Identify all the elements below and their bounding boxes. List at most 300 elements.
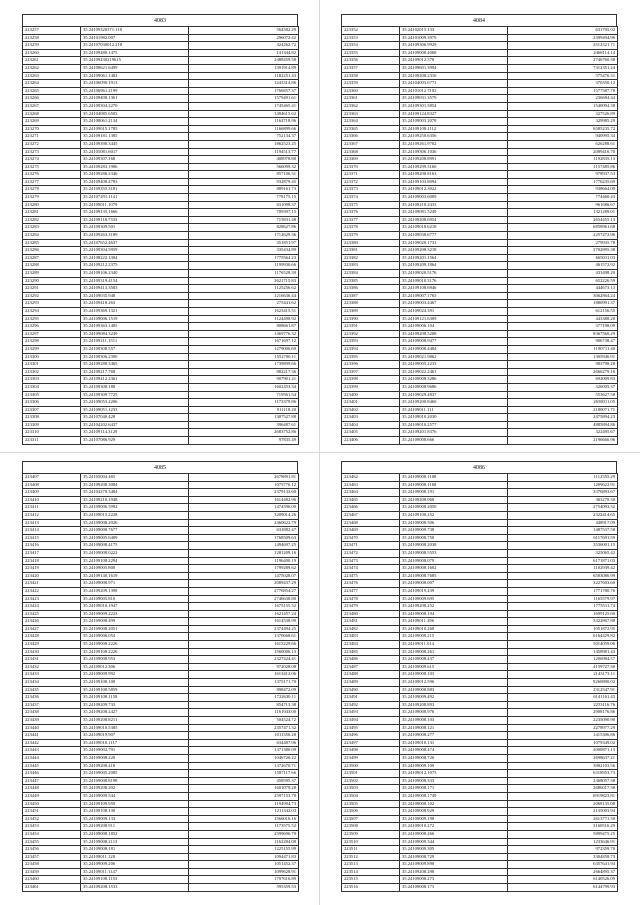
table-row [23,323,299,331]
cell-amount: 1079349.02 [508,739,618,747]
table-row [23,34,299,42]
cell-id: 223262 [23,64,81,72]
cell-id: 223464 [342,489,400,497]
cell-code: 35.24109208.8211 [81,717,189,725]
cell-code: 35.24109008.9477 [400,338,508,346]
cell-id: 223282 [23,216,81,224]
cell-amount: 1165579.97 [508,595,618,603]
table-row [342,519,618,527]
table-row [23,148,299,156]
cell-amount: 97835.49 [189,437,299,445]
cell-amount: 1487537.58 [508,527,618,535]
cell-code: 35.24109003.6009 [400,194,508,202]
cell-amount: 8260890.02 [508,679,618,687]
cell-amount: 396487.61 [189,421,299,429]
cell-id: 223482 [342,625,400,633]
cell-amount: 2654455.13 [508,216,618,224]
cell-id: 223485 [342,648,400,656]
cell-id: 223390 [342,315,400,323]
cell-amount: 1051872.95 [508,625,618,633]
cell-code: 35.24109002.791 [81,747,189,755]
table-row [342,754,618,762]
cell-code: 35.24109010.2577 [400,421,508,429]
table-row [23,95,299,103]
cell-code: 35.24109010.2030 [400,414,508,422]
cell-id: 223492 [342,701,400,709]
cell-id: 223261 [23,57,81,65]
cell-code: 35.24106090.1913 [81,80,189,88]
cell-amount: 1157485.86 [508,163,618,171]
cell-code: 35.24109008.1749 [400,792,508,800]
cell-code: 35.24109208.1533 [81,884,189,892]
cell-id: 223371 [342,171,400,179]
cell-id: 223457 [23,853,81,861]
table-panel [341,461,617,892]
cell-amount: 3062864.24 [508,292,618,300]
cell-amount: 631882.47 [189,527,299,535]
cell-id: 223305 [23,391,81,399]
cell-amount: 326005.37 [508,383,618,391]
cell-amount: 1125256.62 [189,285,299,293]
table-row [342,437,618,445]
cell-amount: 2468114.14 [508,49,618,57]
cell-id: 223420 [23,572,81,580]
table-row [23,270,299,278]
table-row [342,270,618,278]
table-row [342,307,618,315]
cell-amount: 3376893.67 [508,489,618,497]
cell-id: 223357 [342,64,400,72]
cell-code: 35.24109108.5859 [81,686,189,694]
table-row [23,884,299,892]
cell-id: 223392 [342,330,400,338]
cell-code: 35.24109140.1619 [81,572,189,580]
cell-code: 35.24109008.1168 [400,481,508,489]
cell-amount: 1540094.38 [508,102,618,110]
cell-amount: 1494615.62 [189,110,299,118]
cell-id: 223441 [23,732,81,740]
table-row [342,406,618,414]
cell-amount: 377198.09 [508,323,618,331]
table-row [342,125,618,133]
cell-code: 35.24107040.428 [81,414,189,422]
cell-code: 35.24104270.3484 [81,489,189,497]
cell-code: 35.24109208.893 [400,701,508,709]
cell-id: 223284 [23,232,81,240]
cell-code: 35.24109109.959 [81,800,189,808]
cell-code: 35.24109003.4467 [400,300,508,308]
cell-amount: 363278.30 [508,496,618,504]
table-row [342,770,618,778]
cell-amount: 938664.09 [508,186,618,194]
cell-amount: 1601079.28 [189,785,299,793]
cell-code: 35.24109306.2390 [81,353,189,361]
table-row [23,171,299,179]
cell-code: 35.24109363.1405 [81,323,189,331]
cell-amount: 1162284.08 [189,838,299,846]
cell-code: 35.24109024.391 [400,307,508,315]
cell-amount: 3982103.56 [508,762,618,770]
cell-id: 223454 [23,830,81,838]
cell-amount: 978937.53 [508,171,618,179]
cell-code: 35.24109009.738 [400,527,508,535]
cell-amount: 2599696.79 [189,830,299,838]
cell-amount: 553627.58 [508,391,618,399]
table-row [342,625,618,633]
table-row [23,429,299,437]
cell-id: 223299 [23,345,81,353]
cell-amount: 2908176.86 [508,709,618,717]
cell-code: 35.24109008.121 [400,724,508,732]
table-row [23,610,299,618]
cell-id: 223422 [23,587,81,595]
cell-amount: 1372670.71 [189,762,299,770]
table-row [23,300,299,308]
table-row [23,808,299,816]
cell-id: 223466 [342,504,400,512]
cell-id: 223360 [342,87,400,95]
cell-id: 223430 [23,648,81,656]
cell-id: 223264 [23,80,81,88]
cell-amount: 2257472.96 [508,232,618,240]
table-row [342,694,618,702]
cell-code: 35.24109208.911 [81,823,189,831]
table-row [342,330,618,338]
cell-id: 223265 [23,87,81,95]
table-row [23,361,299,369]
table-row [342,87,618,95]
cell-id: 223398 [342,376,400,384]
table-row [23,587,299,595]
cell-amount: 1243314.86 [189,80,299,88]
cell-code: 35.24109413.3583 [81,285,189,293]
cell-code: 35.24109319.4154 [81,277,189,285]
cell-id: 223446 [23,770,81,778]
table-row [23,474,299,482]
table-row [342,838,618,846]
table-row [342,572,618,580]
cell-code: 35.24109108.2294 [81,557,189,565]
cell-amount: 408978.88 [189,156,299,164]
table-row [23,262,299,270]
cell-id: 223280 [23,201,81,209]
table-row [342,474,618,482]
cell-code: 35.24109015.2228 [81,511,189,519]
cell-code: 35.24109020.5176 [400,270,508,278]
cell-code: 35.24109209.733 [81,701,189,709]
cell-id: 223367 [342,140,400,148]
table-row [23,307,299,315]
cell-amount: 719561.54 [189,391,299,399]
cell-code: 35.24109009.890 [400,861,508,869]
cell-code: 35.24109010.260 [400,625,508,633]
cell-code: 35.24109008.2026 [81,519,189,527]
cell-code: 35.24109008.266 [400,830,508,838]
cell-id: 223435 [23,686,81,694]
cell-id: 223376 [342,209,400,217]
cell-amount: 1046726.22 [189,754,299,762]
cell-amount: 2597153.70 [189,792,299,800]
cell-amount: 1225155.99 [189,846,299,854]
table-row [23,777,299,785]
table-row [342,580,618,588]
cell-code: 35.24109208.202 [81,785,189,793]
cell-amount: 1587117.66 [189,770,299,778]
cell-id: 223301 [23,361,81,369]
cell-amount: 1766857.37 [189,87,299,95]
cell-id: 223427 [23,625,81,633]
table-row [342,57,618,65]
cell-id: 223483 [342,633,400,641]
cell-id: 223486 [342,656,400,664]
cell-amount: 631705.02 [508,27,618,35]
cell-amount: 1614538.99 [189,618,299,626]
cell-code: 35.24109009.544 [81,792,189,800]
cell-id: 223291 [23,285,81,293]
cell-id: 223375 [342,201,400,209]
table-row [342,292,618,300]
cell-amount: 575476.31 [508,72,618,80]
cell-amount: 1094471.83 [189,853,299,861]
cell-code: 35.24109480.1475 [81,49,189,57]
table-row [23,72,299,80]
table-row [23,625,299,633]
cell-id: 223481 [342,618,400,626]
cell-amount: 2666279.16 [508,368,618,376]
cell-id: 223369 [342,156,400,164]
cell-code: 35.24109019.907 [81,732,189,740]
table-row [342,414,618,422]
cell-id: 223386 [342,285,400,293]
cell-id: 223363 [342,110,400,118]
table-row [23,376,299,384]
cell-code: 35.24109008.7685 [400,572,508,580]
cell-id: 223488 [342,671,400,679]
cell-id: 223374 [342,194,400,202]
table-row [23,125,299,133]
table-row [23,353,299,361]
cell-code: 35.24109124.8327 [400,110,508,118]
table-row [23,572,299,580]
cell-id: 223452 [23,815,81,823]
cell-amount: 889161.73 [189,186,299,194]
panel-title: 4086 [341,461,617,473]
table-row [342,481,618,489]
cell-amount: 6357641.94 [508,861,618,869]
cell-code: 35.24109008.929 [400,808,508,816]
cell-code: 35.24109008.261 [400,648,508,656]
cell-amount: 1552700.11 [189,353,299,361]
table-row [23,496,299,504]
table-row [23,876,299,884]
table-row [23,42,299,50]
cell-id: 223378 [342,224,400,232]
table-row [23,762,299,770]
cell-amount: 5014059.06 [508,641,618,649]
cell-id: 223303 [23,376,81,384]
cell-amount: 1621457.24 [189,610,299,618]
cell-amount: 2374494.25 [189,625,299,633]
cell-amount: 1475028.07 [189,572,299,580]
table-row [342,868,618,876]
cell-code: 35.24109108.130 [81,808,189,816]
cell-amount: 2357471.32 [189,724,299,732]
cell-id: 223412 [23,511,81,519]
cell-amount: 1182251.43 [189,72,299,80]
cell-id: 223285 [23,239,81,247]
cell-id: 223507 [342,815,400,823]
table-row [23,800,299,808]
cell-id: 223399 [342,383,400,391]
table-row [23,186,299,194]
cell-id: 223405 [342,429,400,437]
table-row [23,785,299,793]
cell-amount: 1173575.52 [189,823,299,831]
cell-code: 35.24109008.8198 [81,777,189,785]
cell-id: 223410 [23,496,81,504]
table-row [23,178,299,186]
cell-amount: 2678891.81 [189,474,299,482]
cell-amount: 2475894.23 [508,414,618,422]
cell-code: 35.24109208.3084 [81,481,189,489]
table-row [342,701,618,709]
table-row [342,511,618,519]
cell-code: 35.24108222.1304 [81,254,189,262]
table-row [342,542,618,550]
cell-code: 35.24109011.128 [81,853,189,861]
table-row [23,87,299,95]
cell-id: 223289 [23,270,81,278]
cell-amount: 2621715.83 [189,277,299,285]
cell-amount: 857106.31 [189,171,299,179]
cell-id: 223354 [342,42,400,50]
cell-id: 223278 [23,186,81,194]
cell-amount: 940995.34 [508,133,618,141]
cell-code: 35.24109061.1482 [81,72,189,80]
cell-amount: 907901.21 [189,376,299,384]
table-row [23,823,299,831]
cell-code: 35.24109010.1947 [81,603,189,611]
cell-code: 35.24109010.3176 [400,277,508,285]
cell-code: 35.24109283.1986 [81,163,189,171]
cell-amount: 1161943.00 [189,709,299,717]
cell-amount: 774460.43 [508,194,618,202]
cell-amount: 370350.12 [508,80,618,88]
cell-amount: 1011356.28 [189,732,299,740]
cell-code: 35.24109008.1852 [81,830,189,838]
cell-code: 35.24109299.3160 [400,163,508,171]
table-row [23,724,299,732]
cell-id: 223391 [342,323,400,331]
cell-code: 35.24109118.7333 [81,216,189,224]
cell-id: 223387 [342,292,400,300]
cell-id: 223273 [23,148,81,156]
cell-code: 35.24109011.1079 [81,201,189,209]
table-row [23,399,299,407]
cell-code: 35.24109108.100 [81,679,189,687]
table-row [23,565,299,573]
table-row [342,762,618,770]
cell-code: 35.24109008.506 [400,519,508,527]
cell-amount: 752134.37 [189,133,299,141]
table-row [342,421,618,429]
table-panel [22,14,298,445]
cell-amount: 1712629.36 [189,232,299,240]
cell-id: 223451 [23,808,81,816]
table-row [342,323,618,331]
cell-id: 223462 [342,474,400,482]
cell-amount: 1233646.91 [508,838,618,846]
cell-amount: 1699125.60 [508,610,618,618]
cell-code: 35.24109018.6218 [400,224,508,232]
cell-amount: 6171871.03 [508,557,618,565]
cell-code: 35.24109009.215 [400,633,508,641]
cell-amount: 1211342.03 [189,808,299,816]
cell-code: 35.24109010.131 [400,739,508,747]
cell-id: 223510 [342,838,400,846]
cell-id: 223497 [342,739,400,747]
table-row [342,376,618,384]
cell-amount: 1745465.41 [189,102,299,110]
cell-id: 223437 [23,701,81,709]
cell-code: 35.24109308.188 [81,383,189,391]
cell-amount: 1099628.91 [189,868,299,876]
cell-code: 35.24109210.1948 [81,496,189,504]
cell-id: 223361 [342,95,400,103]
table-row [342,216,618,224]
cell-code: 35.24101982.007 [81,34,189,42]
cell-id: 223366 [342,133,400,141]
cell-code: 35.24102015.133 [400,27,508,35]
table-row [342,648,618,656]
table-row [342,724,618,732]
table-row [23,534,299,542]
cell-id: 223439 [23,717,81,725]
cell-id: 223397 [342,368,400,376]
cell-code: 35.24109108.2226 [81,648,189,656]
cell-code: 35.24109006.5992 [81,504,189,512]
cell-amount: 1321289.01 [508,209,618,217]
cell-id: 223281 [23,209,81,217]
cell-code: 35.24109181.1385 [81,133,189,141]
cell-id: 223473 [342,557,400,565]
cell-amount: 444673.13 [508,285,618,293]
cell-amount: 634487.96 [189,739,299,747]
table-row [23,57,299,65]
cell-amount: 715831.48 [189,216,299,224]
cell-code: 35.24109009.198 [400,815,508,823]
cell-code: 35.24104003.6771 [400,80,508,88]
table-row [23,80,299,88]
cell-id: 223467 [342,511,400,519]
cell-code: 35.24109418.263 [81,300,189,308]
cell-code: 35.24109011.111 [400,406,508,414]
cell-amount: 6858961.68 [508,224,618,232]
table-row [342,247,618,255]
cell-code: 35.24109286.2346 [81,171,189,179]
cell-code: 35.24109301.3854 [400,102,508,110]
cell-id: 223275 [23,163,81,171]
cell-code: 35.24109009.695 [400,595,508,603]
cell-id: 223287 [23,254,81,262]
cell-amount: 2135003.94 [508,808,618,816]
cell-id: 223384 [342,270,400,278]
cell-id: 223290 [23,277,81,285]
cell-code: 35.24109008.277 [400,732,508,740]
cell-code: 35.24105081.6017 [81,148,189,156]
cell-amount: 2089416.70 [508,148,618,156]
cell-id: 223388 [342,300,400,308]
